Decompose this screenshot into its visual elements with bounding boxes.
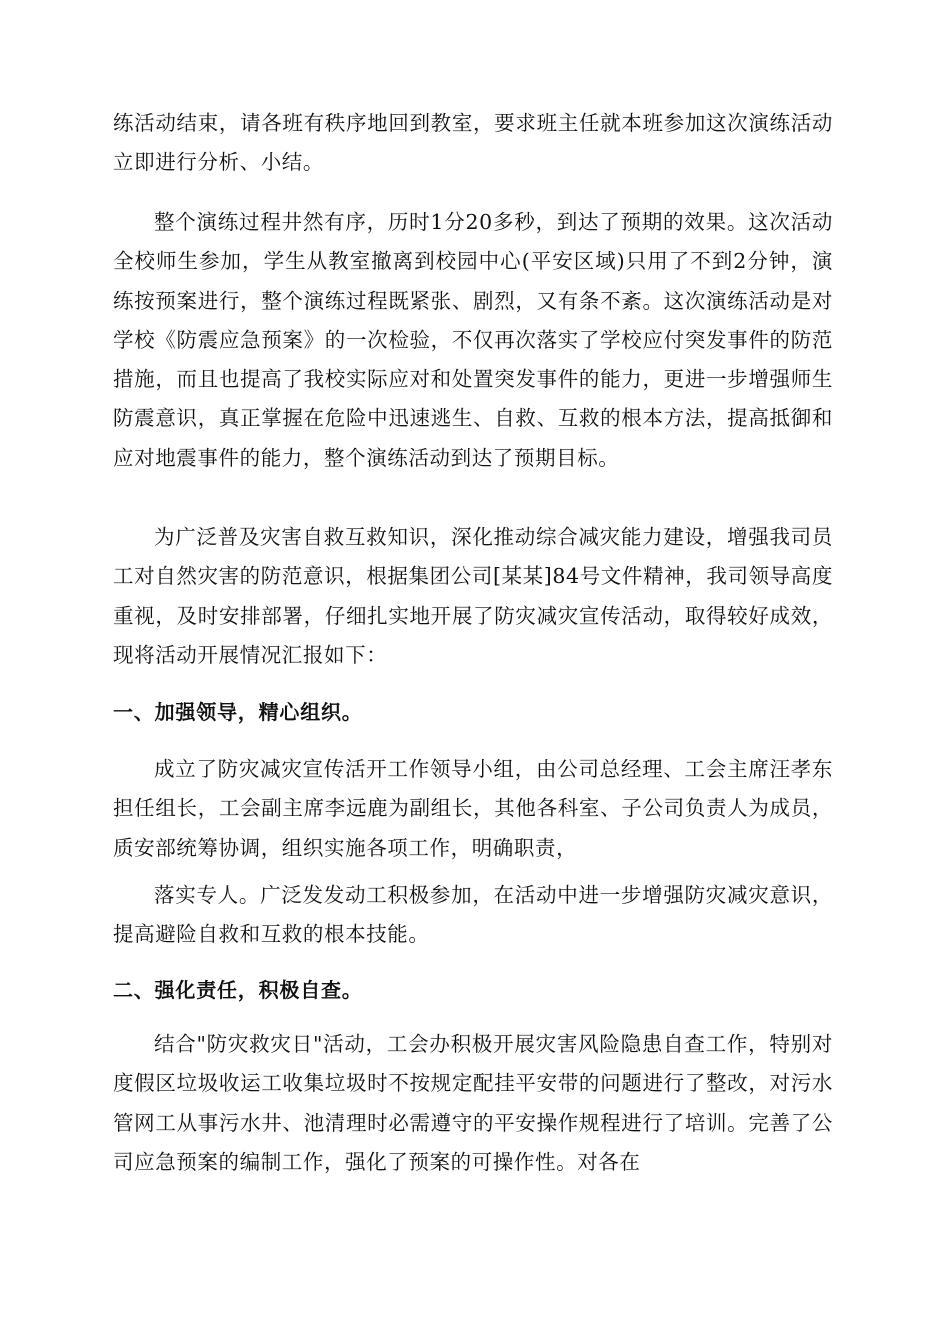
- paragraph-drill-summary: 整个演练过程井然有序，历时1分20多秒，到达了预期的效果。这次活动全校师生参加，学生从教室撤离到校园中心(平安区域)只用了不到2分钟，演练按预案进行，整个演练过程既紧张、剧烈，又有条不紊。这次演练活动是对学校《防震应急预案》的一次检验，不仅再次落实了学校应付突发事件的防范措施，而且也提高了我校实际应对和处置突发事件的能力，更进一步增强师生防震意识，真正掌握在危险中迅速逃生、自救、互救的根本方法，提高抵御和应对地震事件的能力，整个演练活动到达了预期目标。: [113, 210, 833, 470]
- paragraph-drill-end: 练活动结束，请各班有秩序地回到教室，要求班主任就本班参加这次演练活动立即进行分析、小结。: [113, 111, 833, 175]
- paragraph-disaster-prevention-intro: 为广泛普及灾害自救互救知识，深化推动综合减灾能力建设，增强我司员工对自然灾害的防范意识，根据集团公司[某某]84号文件精神，我司领导高度重视，及时安排部署，仔细扎实地开展了防灾减灾宣传活动，取得较好成效，现将活动开展情况汇报如下：: [113, 525, 833, 667]
- paragraph-leadership-group: 成立了防灾减灾宣传活开工作领导小组，由公司总经理、工会主席汪孝东担任组长，工会副主席李远鹿为副组长，其他各科室、子公司负责人为成员，质安部统筹协调，组织实施各项工作，明确职责，: [113, 757, 833, 860]
- paragraph-self-inspection: 结合"防灾救灾日"活动，工会办积极开展灾害风险隐患自查工作，特别对度假区垃圾收运工收集垃圾时不按规定配挂平安带的问题进行了整改，对污水管网工从事污水井、池清理时必需遵守的平安操作规程进行了培训。完善了公司应急预案的编制工作，强化了预案的可操作性。对各在: [113, 1032, 833, 1174]
- section-heading-leadership: 一、加强领导，精心组织。: [113, 700, 363, 724]
- paragraph-implementation: 落实专人。广泛发发动工积极参加，在活动中进一步增强防灾减灾意识，提高避险自救和互救的根本技能。: [113, 883, 833, 947]
- section-heading-responsibility: 二、强化责任，积极自查。: [113, 978, 363, 1002]
